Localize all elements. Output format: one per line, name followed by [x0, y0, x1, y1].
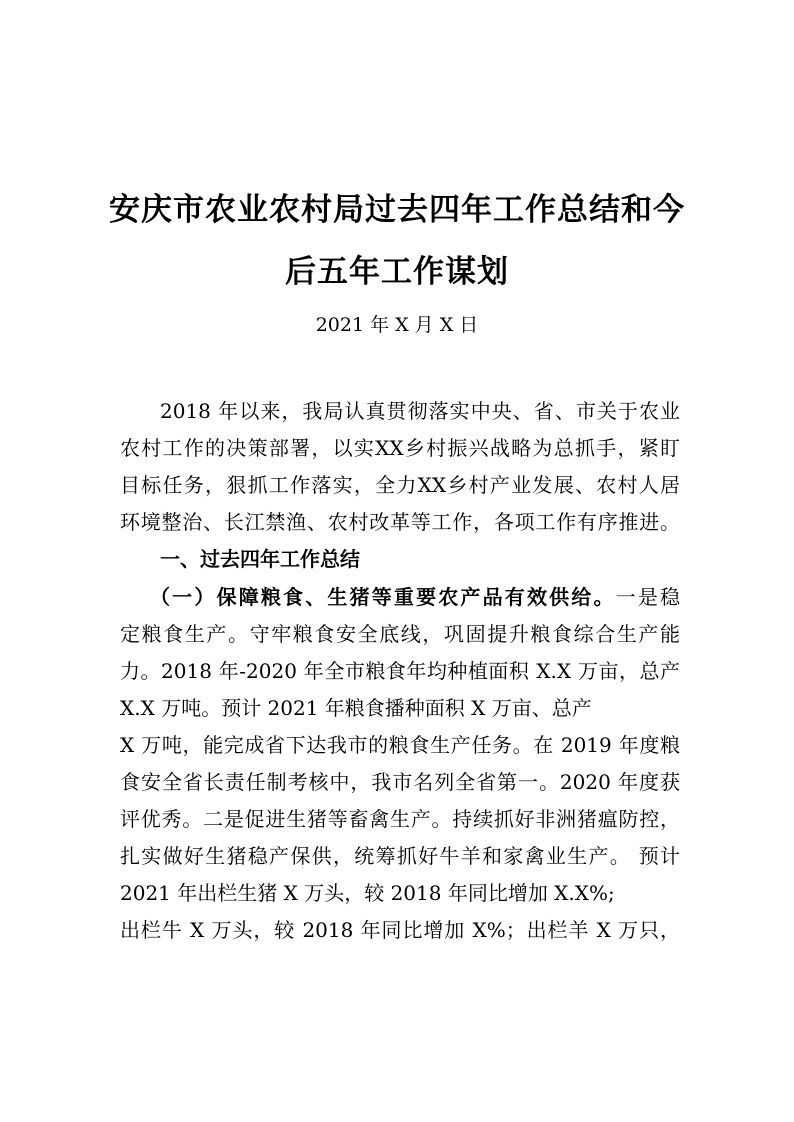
body-line: 力。2018 年-2020 年全市粮食年均种植面积 X.X 万亩，总产 [120, 659, 680, 683]
intro-line: 农村工作的决策部署，以实XX乡村振兴战略为总抓手，紧盯 [120, 436, 680, 460]
body-line: X.X 万吨。预计 2021 年粮食播种面积 X 万亩、总产 [120, 696, 592, 720]
document-date: 2021 年 X 月 X 日 [315, 314, 479, 336]
section-heading: 一、过去四年工作总结 [160, 547, 360, 571]
body-line: 2021 年出栏生猪 X 万头，较 2018 年同比增加 X.X%; [120, 881, 615, 905]
body-line: 食安全省长责任制考核中，我市名列全省第一。2020 年度获 [120, 770, 680, 794]
body-line: 扎实做好生猪稳产保供，统筹抓好牛羊和家禽业生产。 预计 [120, 844, 680, 868]
item-1-first-line [150, 582, 680, 612]
item-1-lead: （一）保障粮食、生猪等重要农产品有效供给。 [150, 585, 616, 609]
body-line: 评优秀。二是促进生猪等畜禽生产。持续抓好非洲猪瘟防控， [120, 807, 680, 831]
body-line: 出栏牛 X 万头，较 2018 年同比增加 X%；出栏羊 X 万只， [120, 918, 680, 942]
body-line: X 万吨，能完成省下达我市的粮食生产任务。在 2019 年度粮 [120, 733, 680, 757]
intro-line: 环境整治、长江禁渔、农村改革等工作，各项工作有序推进。 [120, 510, 680, 534]
item-1-lead-rest: 一是稳 [615, 585, 680, 609]
document-title-line-1: 安庆市农业农村局过去四年工作总结和今 [109, 192, 685, 228]
intro-line: 2018 年以来，我局认真贯彻落实中央、省、市关于农业 [160, 399, 680, 423]
intro-line: 目标任务，狠抓工作落实，全力XX乡村产业发展、农村人居 [120, 473, 680, 497]
document-title-line-2: 后五年工作谋划 [285, 254, 509, 290]
body-line: 定粮食生产。守牢粮食安全底线，巩固提升粮食综合生产能 [120, 622, 680, 646]
